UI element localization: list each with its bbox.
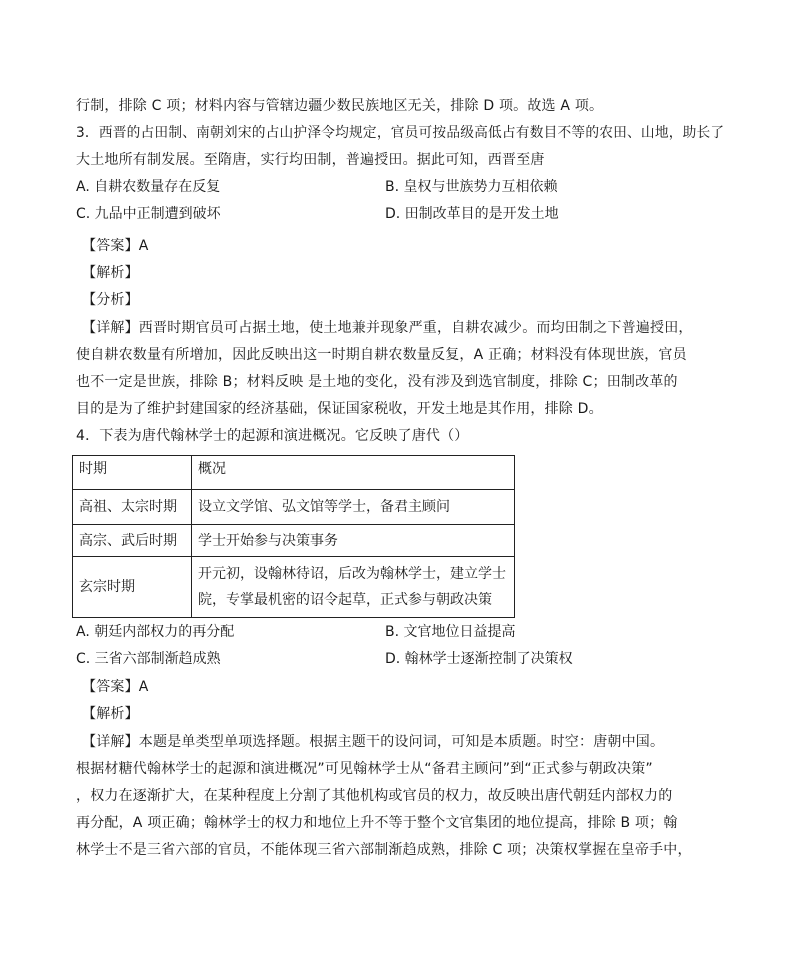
q3-detail-line: 目的是为了维护封建国家的经济基础，保证国家税收，开发土地是其作用，排除 D。 xyxy=(76,401,603,417)
table-cell-line: 院，专掌最机密的诏令起草，正式参与朝政决策 xyxy=(198,592,492,608)
q4-detail-line: 再分配，A 项正确；翰林学士的权力和地位上升不等于整个文官集团的地位提高，排除 B 项；翰 xyxy=(76,815,678,831)
table-cell xyxy=(192,557,515,618)
q4-detail-line: 【详解】本题是单类型单项选择题。根据主题干的设问词，可知是本质题。时空：唐朝中国。 xyxy=(82,734,665,750)
q4-jiexi-heading: 【解析】 xyxy=(82,706,139,722)
q3-option-a: A. 自耕农数量存在反复 xyxy=(76,179,221,195)
table-header-row xyxy=(73,456,515,490)
question-3-stem: 3．西晋的占田制、南朝刘宋的占山护泽令均规定，官员可按品级高低占有数目不等的农田、山地，助长了 xyxy=(76,125,725,141)
q4-option-a: A. 朝廷内部权力的再分配 xyxy=(76,624,235,640)
q3-option-d: D. 田制改革目的是开发土地 xyxy=(385,206,559,222)
question-4-stem: 4．下表为唐代翰林学士的起源和演进概况。它反映了唐代（） xyxy=(76,428,469,444)
question-3-stem-cont: 大土地所有制发展。至隋唐，实行均田制，普遍授田。据此可知，西晋至唐 xyxy=(76,152,545,168)
table-cell-line: 开元初，设翰林待诏，后改为翰林学士，建立学士 xyxy=(198,566,506,582)
q3-fenxi-heading: 【分析】 xyxy=(82,292,139,308)
table-cell: 玄宗时期 xyxy=(73,557,192,618)
q4-option-d: D. 翰林学士逐渐控制了决策权 xyxy=(385,651,573,667)
q4-detail-line: 根据材糖代翰林学士的起源和演进概况”可见翰林学士从“备君主顾问”到“正式参与朝政决策” xyxy=(76,761,653,777)
table-header-cell: 时期 xyxy=(73,456,192,490)
text-line: 行制，排除 C 项；材料内容与管辖边疆少数民族地区无关，排除 D 项。故选 A 项。 xyxy=(76,98,604,114)
q4-detail-line: ，权力在逐渐扩大，在某种程度上分割了其他机构或官员的权力，故反映出唐代朝廷内部权力的 xyxy=(76,788,673,804)
history-table xyxy=(72,455,515,618)
q3-jiexi-heading: 【解析】 xyxy=(82,265,139,281)
q4-option-b: B. 文官地位日益提高 xyxy=(385,624,516,640)
q3-answer: 【答案】A xyxy=(82,238,149,254)
q3-option-b: B. 皇权与世族势力互相依赖 xyxy=(385,179,558,195)
table-cell: 高宗、武后时期 xyxy=(73,525,192,557)
table-row xyxy=(73,557,515,618)
q4-detail-line: 林学士不是三省六部的官员，不能体现三省六部制渐趋成熟，排除 C 项；决策权掌握在皇帝手中， xyxy=(76,842,692,858)
table-cell: 设立文学馆、弘文馆等学士，备君主顾问 xyxy=(192,490,515,525)
table-row xyxy=(73,490,515,525)
table-cell: 高祖、太宗时期 xyxy=(73,490,192,525)
q3-detail-line: 使自耕农数量有所增加，因此反映出这一时期自耕农数量反复，A 正确；材料没有体现世族，官员 xyxy=(76,347,687,363)
q4-answer: 【答案】A xyxy=(82,679,149,695)
q3-detail-line: 也不一定是世族，排除 B；材料反映 是土地的变化，没有涉及到选官制度，排除 C；田制改革的 xyxy=(76,374,678,390)
q3-option-c: C. 九品中正制遭到破坏 xyxy=(76,206,221,222)
q3-detail-line: 【详解】西晋时期官员可占据土地，使土地兼并现象严重，自耕农减少。而均田制之下普遍授田， xyxy=(82,320,693,336)
table-row xyxy=(73,525,515,557)
table-header-cell: 概况 xyxy=(192,456,515,490)
table-cell: 学士开始参与决策事务 xyxy=(192,525,515,557)
q4-option-c: C. 三省六部制渐趋成熟 xyxy=(76,651,221,667)
